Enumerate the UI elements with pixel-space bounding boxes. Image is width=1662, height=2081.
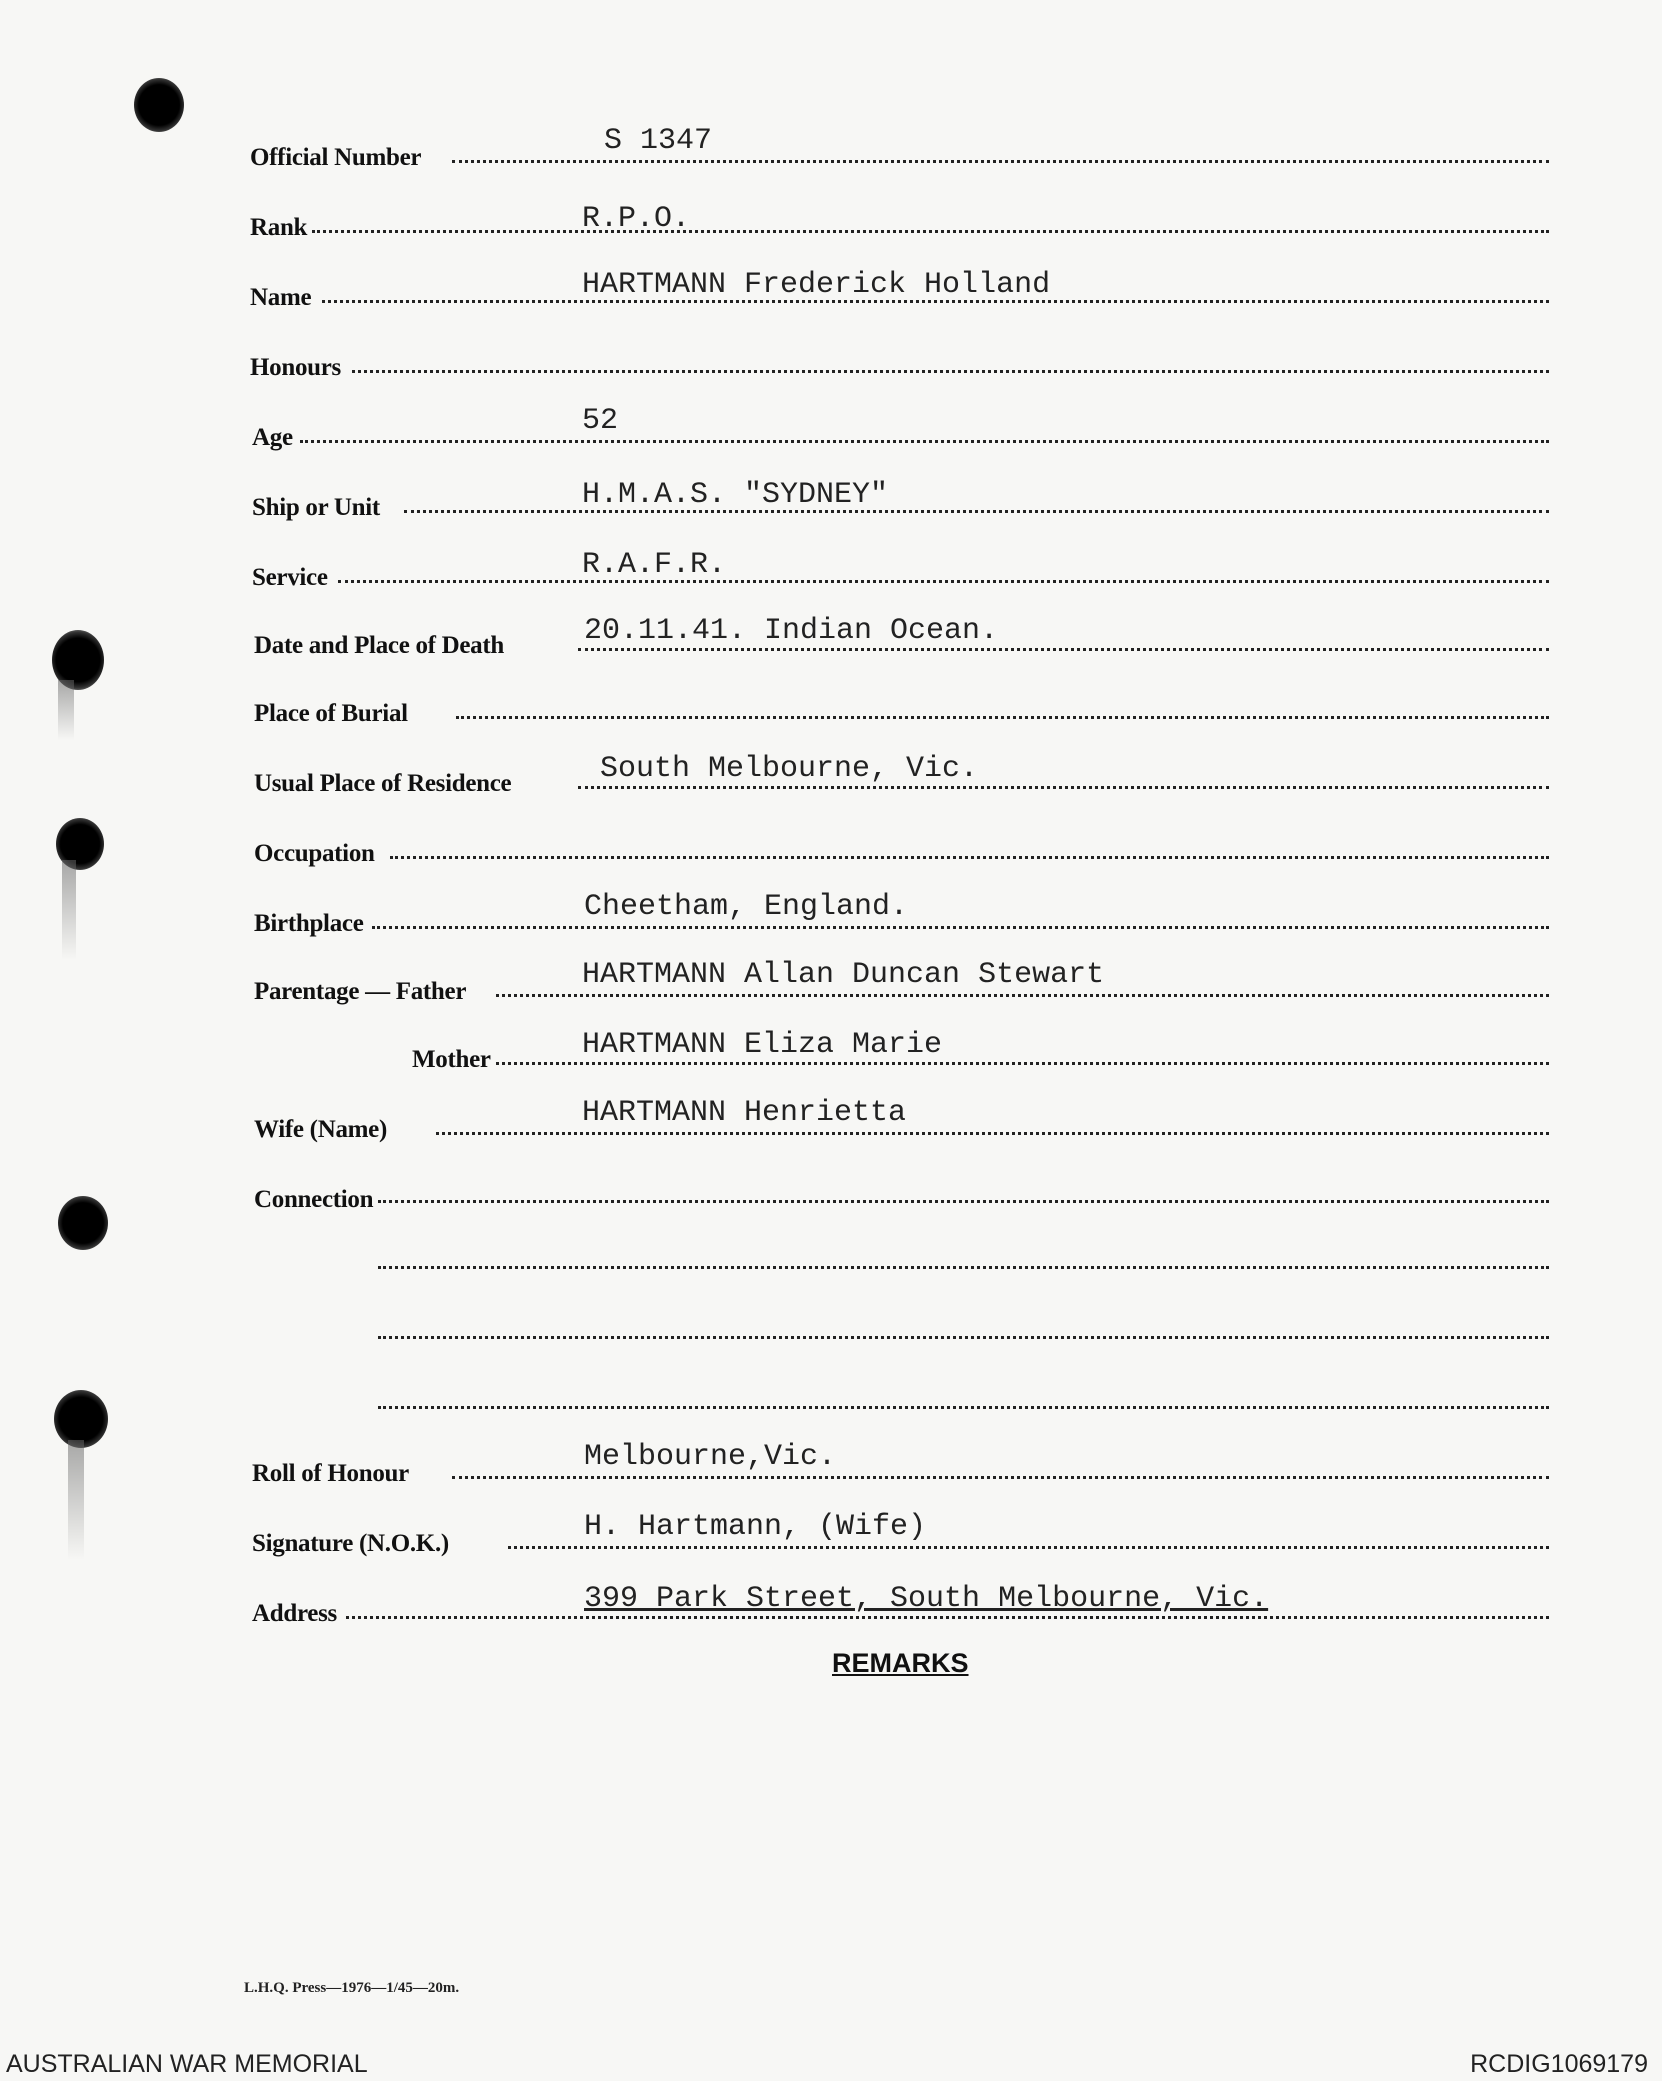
value-ship-or-unit: H.M.A.S. "SYDNEY" [582, 478, 889, 512]
dotted-line-honours [352, 370, 1549, 373]
label-birthplace: Birthplace [254, 910, 364, 937]
dotted-line-connection-2 [378, 1266, 1549, 1269]
dotted-line-address [346, 1616, 1549, 1619]
value-address: 399 Park Street, South Melbourne, Vic. [584, 1582, 1269, 1616]
label-ship-or-unit: Ship or Unit [252, 494, 380, 521]
dotted-line-connection-4 [378, 1406, 1549, 1409]
watermark-institution: AUSTRALIAN WAR MEMORIAL [6, 2050, 368, 2078]
value-age: 52 [582, 404, 619, 438]
value-usual-residence: South Melbourne, Vic. [600, 752, 979, 786]
dotted-line-roll-of-honour [452, 1476, 1549, 1479]
printer-imprint: L.H.Q. Press—1976—1/45—20m. [244, 1980, 460, 1996]
label-wife: Wife (Name) [254, 1116, 387, 1143]
label-father: Parentage — Father [254, 978, 467, 1005]
dotted-line-father [496, 994, 1549, 997]
value-birthplace: Cheetham, England. [584, 890, 909, 924]
label-usual-residence: Usual Place of Residence [254, 770, 512, 797]
dotted-line-rank [312, 230, 1549, 233]
value-date-place-death: 20.11.41. Indian Ocean. [584, 614, 999, 648]
dotted-line-date-place-death [578, 648, 1549, 651]
dotted-line-place-of-burial [456, 716, 1549, 719]
remarks-heading: REMARKS [832, 1648, 969, 1678]
value-name: HARTMANN Frederick Holland [582, 268, 1051, 302]
value-signature: H. Hartmann, (Wife) [584, 1510, 927, 1544]
label-service: Service [252, 564, 328, 591]
dotted-line-ship-or-unit [404, 510, 1549, 513]
label-age: Age [252, 424, 293, 451]
dotted-line-usual-residence [578, 786, 1549, 789]
dotted-line-service [338, 580, 1549, 583]
value-service: R.A.F.R. [582, 548, 727, 582]
value-roll-of-honour: Melbourne,Vic. [584, 1440, 837, 1474]
scan-smudge [68, 1440, 84, 1560]
dotted-line-age [300, 440, 1549, 443]
label-connection: Connection [254, 1186, 374, 1213]
value-rank: R.P.O. [582, 202, 691, 236]
dotted-line-signature [508, 1546, 1549, 1549]
label-address: Address [252, 1600, 337, 1627]
dotted-line-occupation [390, 856, 1549, 859]
label-roll-of-honour: Roll of Honour [252, 1460, 409, 1487]
label-official-number: Official Number [250, 144, 422, 171]
punch-hole-4 [58, 1196, 108, 1250]
label-date-place-death: Date and Place of Death [254, 632, 504, 659]
value-official-number: S 1347 [604, 124, 713, 158]
label-honours: Honours [250, 354, 341, 381]
dotted-line-official-number [452, 160, 1549, 163]
dotted-line-mother [496, 1062, 1549, 1065]
value-mother: HARTMANN Eliza Marie [582, 1028, 943, 1062]
dotted-line-birthplace [372, 926, 1549, 929]
dotted-line-connection-1 [378, 1200, 1549, 1203]
label-place-of-burial: Place of Burial [254, 700, 408, 727]
value-wife: HARTMANN Henrietta [582, 1096, 907, 1130]
label-name: Name [250, 284, 312, 311]
punch-hole-top [134, 78, 184, 132]
dotted-line-wife [436, 1132, 1549, 1135]
label-occupation: Occupation [254, 840, 375, 867]
scan-smudge [58, 680, 74, 740]
scan-smudge [62, 860, 76, 960]
label-signature: Signature (N.O.K.) [252, 1530, 449, 1557]
label-rank: Rank [250, 214, 308, 241]
dotted-line-connection-3 [378, 1336, 1549, 1339]
value-father: HARTMANN Allan Duncan Stewart [582, 958, 1105, 992]
label-mother: Mother [412, 1046, 491, 1073]
watermark-record-id: RCDIG1069179 [1470, 2050, 1648, 2078]
